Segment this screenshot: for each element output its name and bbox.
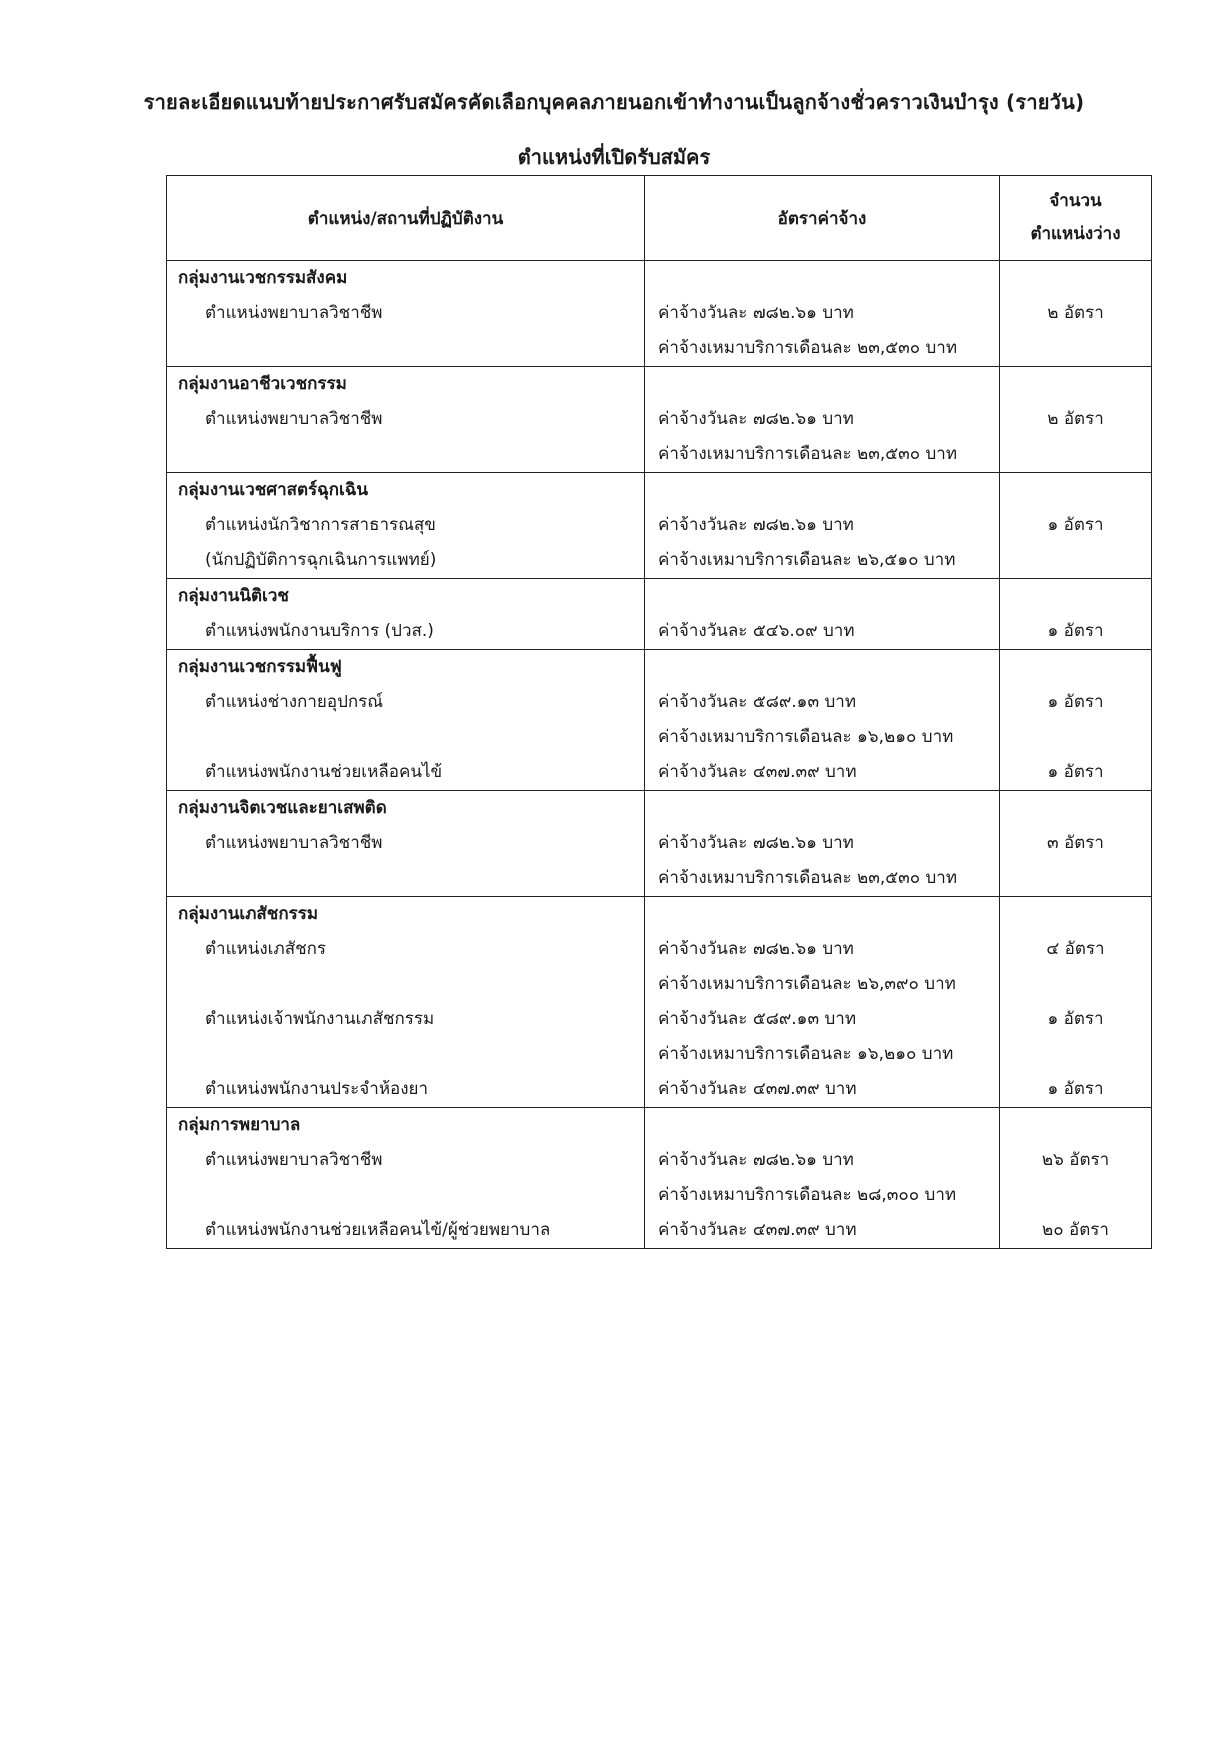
position-cell [167,897,645,1108]
table-body [167,261,1152,1249]
position-title [167,720,644,755]
wage-rate: ค่าจ้างวันละ ๗๘๒.๖๑ บาท [658,515,854,535]
vacancy-count: ๑ อัตรา [1047,762,1104,782]
group-name: กลุ่มงานเวชกรรมสังคม [178,268,348,288]
group-name: กลุ่มการพยาบาล [178,1115,301,1135]
vacancy-count: ๑ อัตรา [1047,1009,1104,1029]
group-name: กลุ่มงานเภสัชกรรม [178,904,319,924]
vacancy-count: ๒ อัตรา [1047,303,1104,323]
vacancy-count: ๔ อัตรา [1046,939,1105,959]
group-name: กลุ่มงานจิตเวชและยาเสพติด [178,798,387,818]
wage-rate: ค่าจ้างวันละ ๔๓๗.๓๙ บาท [658,762,857,782]
position-title: (นักปฏิบัติการฉุกเฉินการแพทย์) [205,550,437,570]
wage-rate: ค่าจ้างเหมาบริการเดือนละ ๒๖,๕๑๐ บาท [658,550,956,570]
group-name: กลุ่มงานอาชีวเวชกรรม [178,374,347,394]
vacancy-count: ๒ อัตรา [1047,409,1104,429]
wage-rate: ค่าจ้างวันละ ๗๘๒.๖๑ บาท [658,303,854,323]
document-title: รายละเอียดแนบท้ายประกาศรับสมัครคัดเลือกบุคคลภายนอกเข้าทำงานเป็นลูกจ้างชั่วคราวเงินบำรุง (รายวัน) [143,90,1085,114]
vacancy-count: ๑ อัตรา [1047,621,1104,641]
header-rate: อัตราค่าจ้าง [645,176,1000,261]
position-cell [167,367,645,473]
position-title: ตำแหน่งพนักงานช่วยเหลือคนไข้ [205,762,443,782]
header-count [1000,176,1152,261]
vacancy-count [1000,1178,1151,1213]
wage-rate [645,791,999,826]
vacancy-count [1000,720,1151,755]
count-cell [1000,650,1152,791]
rate-cell [645,579,1000,650]
position-title: ตำแหน่งพยาบาลวิชาชีพ [205,1150,383,1170]
vacancy-count [1000,861,1151,896]
position-title: ตำแหน่งพนักงานบริการ (ปวส.) [205,621,434,641]
vacancy-count [1000,473,1151,508]
wage-rate: ค่าจ้างวันละ ๕๔๖.๐๙ บาท [658,621,855,641]
vacancy-count [1000,543,1151,578]
vacancy-count: ๒๖ อัตรา [1041,1150,1110,1170]
table-row [167,791,1152,897]
position-title: ตำแหน่งพยาบาลวิชาชีพ [205,409,383,429]
position-title [167,437,644,472]
vacancy-count [1000,1108,1151,1143]
header-count-line1: จำนวน [1049,191,1102,211]
group-name: กลุ่มงานเวชศาสตร์ฉุกเฉิน [178,480,369,500]
wage-rate: ค่าจ้างวันละ ๗๘๒.๖๑ บาท [658,833,854,853]
wage-rate: ค่าจ้างเหมาบริการเดือนละ ๑๖,๒๑๐ บาท [658,727,954,747]
vacancy-count: ๓ อัตรา [1047,833,1104,853]
position-title: ตำแหน่งนักวิชาการสาธารณสุข [205,515,436,535]
header-position: ตำแหน่ง/สถานที่ปฏิบัติงาน [167,176,645,261]
position-title: ตำแหน่งพนักงานช่วยเหลือคนไข้/ผู้ช่วยพยาบาล [205,1220,551,1240]
position-cell [167,650,645,791]
vacancy-count [1000,437,1151,472]
table-row [167,473,1152,579]
vacancy-count [1000,261,1151,296]
wage-rate [645,650,999,685]
position-cell [167,1108,645,1249]
vacancy-count [1000,1037,1151,1072]
table-row [167,579,1152,650]
wage-rate [645,473,999,508]
vacancy-count [1000,579,1151,614]
table-row [167,1108,1152,1249]
position-title: ตำแหน่งพยาบาลวิชาชีพ [205,833,383,853]
wage-rate: ค่าจ้างเหมาบริการเดือนละ ๒๓,๕๓๐ บาท [658,868,958,888]
vacancy-count [1000,791,1151,826]
vacancy-count: ๑ อัตรา [1047,1079,1104,1099]
wage-rate: ค่าจ้างวันละ ๕๘๙.๑๓ บาท [658,1009,857,1029]
position-title [167,1178,644,1213]
position-cell [167,791,645,897]
position-title [167,1037,644,1072]
positions-table [166,175,1152,1249]
group-name: กลุ่มงานเวชกรรมฟื้นฟู [178,657,342,677]
table-header-row [167,176,1152,261]
vacancy-count: ๒๐ อัตรา [1042,1220,1109,1240]
vacancy-count [1000,897,1151,932]
table-row [167,367,1152,473]
vacancy-count [1000,650,1151,685]
vacancy-count [1000,331,1151,366]
position-title [167,967,644,1002]
count-cell [1000,579,1152,650]
wage-rate: ค่าจ้างเหมาบริการเดือนละ ๒๘,๓๐๐ บาท [658,1185,957,1205]
rate-cell [645,261,1000,367]
table-row [167,650,1152,791]
position-cell [167,261,645,367]
table-row [167,897,1152,1108]
wage-rate: ค่าจ้างวันละ ๔๓๗.๓๙ บาท [658,1220,857,1240]
position-title: ตำแหน่งช่างกายอุปกรณ์ [205,692,384,712]
wage-rate: ค่าจ้างวันละ ๗๘๒.๖๑ บาท [658,939,854,959]
wage-rate: ค่าจ้างวันละ ๗๘๒.๖๑ บาท [658,409,854,429]
position-title: ตำแหน่งพยาบาลวิชาชีพ [205,303,383,323]
vacancy-count: ๑ อัตรา [1047,692,1104,712]
count-cell [1000,791,1152,897]
vacancy-count [1000,967,1151,1002]
count-cell [1000,1108,1152,1249]
wage-rate: ค่าจ้างเหมาบริการเดือนละ ๒๓,๕๓๐ บาท [658,338,958,358]
position-title: ตำแหน่งพนักงานประจำห้องยา [205,1079,429,1099]
position-cell [167,473,645,579]
wage-rate: ค่าจ้างเหมาบริการเดือนละ ๒๖,๓๙๐ บาท [658,974,956,994]
wage-rate [645,367,999,402]
document-subtitle: ตำแหน่งที่เปิดรับสมัคร [517,145,711,169]
table-row [167,261,1152,367]
count-cell [1000,473,1152,579]
position-title: ตำแหน่งเจ้าพนักงานเภสัชกรรม [205,1009,435,1029]
count-cell [1000,261,1152,367]
group-name: กลุ่มงานนิติเวช [178,586,289,606]
rate-cell [645,367,1000,473]
wage-rate [645,579,999,614]
wage-rate: ค่าจ้างวันละ ๗๘๒.๖๑ บาท [658,1150,854,1170]
vacancy-count [1000,367,1151,402]
wage-rate: ค่าจ้างเหมาบริการเดือนละ ๒๓,๕๓๐ บาท [658,444,958,464]
position-title [167,861,644,896]
rate-cell [645,791,1000,897]
wage-rate [645,1108,999,1143]
rate-cell [645,650,1000,791]
wage-rate [645,897,999,932]
count-cell [1000,897,1152,1108]
wage-rate: ค่าจ้างวันละ ๕๘๙.๑๓ บาท [658,692,857,712]
count-cell [1000,367,1152,473]
position-cell [167,579,645,650]
wage-rate: ค่าจ้างวันละ ๔๓๗.๓๙ บาท [658,1079,857,1099]
rate-cell [645,897,1000,1108]
wage-rate [645,261,999,296]
position-title [167,331,644,366]
rate-cell [645,473,1000,579]
vacancy-count: ๑ อัตรา [1047,515,1104,535]
header-count-line2: ตำแหน่งว่าง [1030,224,1121,244]
wage-rate: ค่าจ้างเหมาบริการเดือนละ ๑๖,๒๑๐ บาท [658,1044,954,1064]
position-title: ตำแหน่งเภสัชกร [205,939,327,959]
rate-cell [645,1108,1000,1249]
